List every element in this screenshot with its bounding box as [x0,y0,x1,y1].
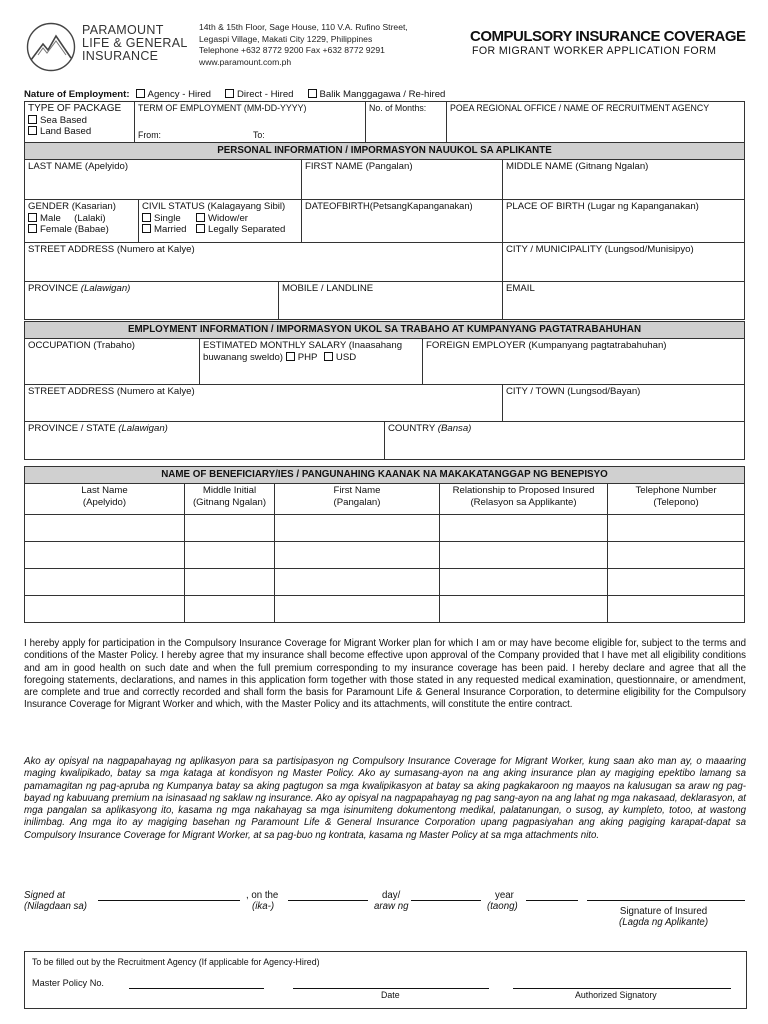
signature-label: Signature of Insured (Lagda ng Aplikante) [619,906,709,928]
cell-input[interactable] [440,596,608,623]
col-telephone: Telephone Number (Telepono) [608,484,745,515]
checkbox-icon[interactable] [225,89,234,98]
cell-input[interactable] [25,515,185,542]
beneficiary-table [24,466,745,623]
cell-input[interactable] [275,542,440,569]
checkbox-icon[interactable] [308,89,317,98]
direct-hired-option[interactable]: Direct - Hired [225,89,294,100]
cell-input[interactable] [440,542,608,569]
company-name: PARAMOUNT LIFE & GENERAL INSURANCE [82,23,188,63]
year-label: year (taong) [487,890,518,912]
cell-input[interactable] [185,515,275,542]
checkbox-icon[interactable] [142,224,151,233]
checkbox-icon[interactable] [196,213,205,222]
beneficiary-header: NAME OF BENEFICIARY/IES / PANGUNAHING KAANAK NA MAKAKATANGGAP NG BENEPISYO [25,467,745,484]
land-based-option[interactable]: Land Based [28,126,131,138]
date-input[interactable] [293,988,489,989]
nature-of-employment: Nature of Employment: Agency - Hired Direct - Hired Balik Manggagawa / Re-hired [24,89,446,100]
col-middle-initial: Middle Initial (Gitnang Ngalan) [185,484,275,515]
signed-at-input[interactable] [98,900,240,901]
agency-note: To be filled out by the Recruitment Agency (If applicable for Agency-Hired) [32,957,320,967]
personal-info-header: PERSONAL INFORMATION / IMPORMASYON NAUUKOL SA APLIKANTE [25,143,745,160]
package-table [24,101,745,143]
website-link[interactable]: www.paramount.com.ph [199,56,292,67]
date-label: Date [381,990,400,1000]
country-field[interactable]: COUNTRY (Bansa) [385,422,745,460]
widower-option[interactable]: Widow/er [196,213,248,225]
city-field[interactable]: CITY / MUNICIPALITY (Lungsod/Munisipyo) [503,243,745,282]
cell-input[interactable] [185,596,275,623]
declaration-english: I hereby apply for participation in the Compulsory Insurance Coverage for Migrant Worker plan for which I am or may have become eligible for, subject to the terms and conditions of the Master Policy. I hereby agree that my insurance shall become effective upon approval of the Company provided that I have met all eligibility conditions and am in good health on such date and when the full premium corresponding to my insurance coverage has been paid. I hereby declare and agree that all the foregoing statements, declarations, and names in this application form together with those stated in any requested medical examination, questionnaire, or amendment, are complete and true and correctly recorded and shall form the basis for Paramount Life & General Insurance Corporation, to determine eligibility for the Compulsory Insurance Coverage for Migrant Worker and which, with the Master Policy and its attachments, will constitute the entire contract. [24,638,746,711]
employment-province-field[interactable]: PROVINCE / STATE (Lalawigan) [25,422,385,460]
table-row [25,515,745,542]
cell-input[interactable] [275,596,440,623]
street-address-field[interactable]: STREET ADDRESS (Numero at Kalye) [25,243,503,282]
authorized-signatory-label: Authorized Signatory [575,990,657,1000]
cell-input[interactable] [25,596,185,623]
on-the-label: , on the (ika-) [246,890,279,912]
type-of-package-field[interactable]: TYPE OF PACKAGE Sea Based Land Based [25,102,135,143]
last-name-field[interactable]: LAST NAME (Apelyido) [25,160,302,200]
day-label: day/ araw ng [374,890,409,912]
cell-input[interactable] [185,542,275,569]
checkbox-icon[interactable] [28,126,37,135]
checkbox-icon[interactable] [28,213,37,222]
checkbox-icon[interactable] [324,352,333,361]
checkbox-icon[interactable] [286,352,295,361]
middle-name-field[interactable]: MIDDLE NAME (Gitnang Ngalan) [503,160,745,200]
months-field[interactable]: No. of Months: [366,102,447,143]
single-option[interactable]: Single [142,213,181,224]
first-name-field[interactable]: FIRST NAME (Pangalan) [302,160,503,200]
col-first-name: First Name (Pangalan) [275,484,440,515]
cell-input[interactable] [25,542,185,569]
year-input[interactable] [526,900,578,901]
employment-city-field[interactable]: CITY / TOWN (Lungsod/Bayan) [503,385,745,422]
company-logo [26,22,76,72]
email-field[interactable]: EMAIL [503,282,745,320]
cell-input[interactable] [608,569,745,596]
employment-street-field[interactable]: STREET ADDRESS (Numero at Kalye) [25,385,503,422]
table-row [25,569,745,596]
legally-separated-option[interactable]: Legally Separated [196,224,285,236]
married-option[interactable]: Married [142,224,187,235]
usd-option[interactable]: USD [324,352,356,363]
date-of-birth-field[interactable]: DATEOFBIRTH(PetsangKapanganakan) [302,200,503,243]
form-subtitle: FOR MIGRANT WORKER APPLICATION FORM [472,45,717,57]
place-of-birth-field[interactable]: PLACE OF BIRTH (Lugar ng Kapanganakan) [503,200,745,243]
term-of-employment-field[interactable]: TERM OF EMPLOYMENT (MM-DD-YYYY) From: To: [135,102,366,143]
female-option[interactable]: Female (Babae) [28,224,135,236]
personal-info-table [24,142,745,320]
table-row [25,542,745,569]
cell-input[interactable] [608,515,745,542]
checkbox-icon[interactable] [136,89,145,98]
declaration-filipino: Ako ay opisyal na nagpapahayag ng aplikasyon para sa partisipasyon ng Compulsory Insurance Coverage for Migrant Worker, kung saan ako man ay, o maaaring maging kwalipikado, batay sa mga kataga at kondisyon ng Master Policy. Ako ay sumasang-ayon na ang aking insurance plan ay magiging epektibo lamang sa pamamagitan ng pag-apruba ng Kumpanya batay sa aking pagtugon sa mga kwalipikasyon at batay sa aking pagkakaroon ng maayos na kalusugan sa araw ng pag-bayad ng kabuuang premium na isinasaad ng saklaw ng insurance. Ako ay opisyal na nagpapahayag ng pag sang-ayon na ang lahat ng mga nakasaad, deklarasyon, at mga pangalan sa aplikasyong ito, kasama ng mga nakahayag sa mga isinumiteng dokumentong medikal, palatanungan, o susog, ay kumpleto, totoo, at wastong inilimbag. Ang mga ito ay magiging basehan ng Paramount Life & General Insurance Corporation upang pagpasiyahan ang aking pagiging karapat-dapat sa Compulsory Insurance Coverage for Migrant Worker, at sa pag-buo ng kontrata, kasama ng Master Policy at sa mga attachments nito. [24,756,746,841]
checkbox-icon[interactable] [28,115,37,124]
day-input[interactable] [288,900,368,901]
employment-info-table [24,321,745,460]
cell-input[interactable] [25,569,185,596]
cell-input[interactable] [275,569,440,596]
cell-input[interactable] [440,515,608,542]
month-input[interactable] [411,900,481,901]
signed-at-label: Signed at (Nilagdaan sa) [24,890,88,912]
master-policy-input[interactable] [129,988,264,989]
php-option[interactable]: PHP [286,352,318,363]
employment-info-header: EMPLOYMENT INFORMATION / IMPORMASYON UKOL SA TRABAHO AT KUMPANYANG PAGTATRABAHUHAN [25,322,745,339]
cell-input[interactable] [608,542,745,569]
salary-field[interactable]: ESTIMATED MONTHLY SALARY (Inaasahang buwanang sweldo) PHP USD [200,339,423,385]
form-title: COMPULSORY INSURANCE COVERAGE [470,28,746,45]
foreign-employer-field[interactable]: FOREIGN EMPLOYER (Kumpanyang pagtatrabahuhan) [423,339,745,385]
cell-input[interactable] [608,596,745,623]
checkbox-icon[interactable] [196,224,205,233]
master-policy-label: Master Policy No. [32,978,104,988]
sea-based-option[interactable]: Sea Based [28,115,131,127]
table-row [25,596,745,623]
civil-status-field[interactable]: CIVIL STATUS (Kalagayang Sibil) Single Widow/er Married Legally Separated [139,200,302,243]
cell-input[interactable] [440,569,608,596]
province-field[interactable]: PROVINCE (Lalawigan) [25,282,279,320]
company-address: 14th & 15th Floor, Sage House, 110 V.A. Rufino Street, Legaspi Village, Makati City 1229, Philippines Telephone +632 8772 9200 Fax +632 8772 9291 www.paramount.com.ph [199,22,408,67]
occupation-field[interactable]: OCCUPATION (Trabaho) [25,339,200,385]
balik-manggagawa-option[interactable]: Balik Manggagawa / Re-hired [308,89,446,100]
male-option[interactable]: Male (Lalaki) [28,213,135,225]
checkbox-icon[interactable] [142,213,151,222]
mobile-field[interactable]: MOBILE / LANDLINE [279,282,503,320]
cell-input[interactable] [275,515,440,542]
gender-field[interactable]: GENDER (Kasarian) Male (Lalaki) Female (Babae) [25,200,139,243]
col-last-name: Last Name (Apelyido) [25,484,185,515]
cell-input[interactable] [185,569,275,596]
agency-hired-option[interactable]: Agency - Hired [136,89,211,100]
col-relationship: Relationship to Proposed Insured (Relasyon sa Applikante) [440,484,608,515]
authorized-signatory-input[interactable] [513,988,731,989]
signature-input[interactable] [587,900,745,901]
checkbox-icon[interactable] [28,224,37,233]
recruitment-agency-box [24,951,747,1009]
poea-office-field[interactable]: POEA REGIONAL OFFICE / NAME OF RECRUITMENT AGENCY [447,102,745,143]
